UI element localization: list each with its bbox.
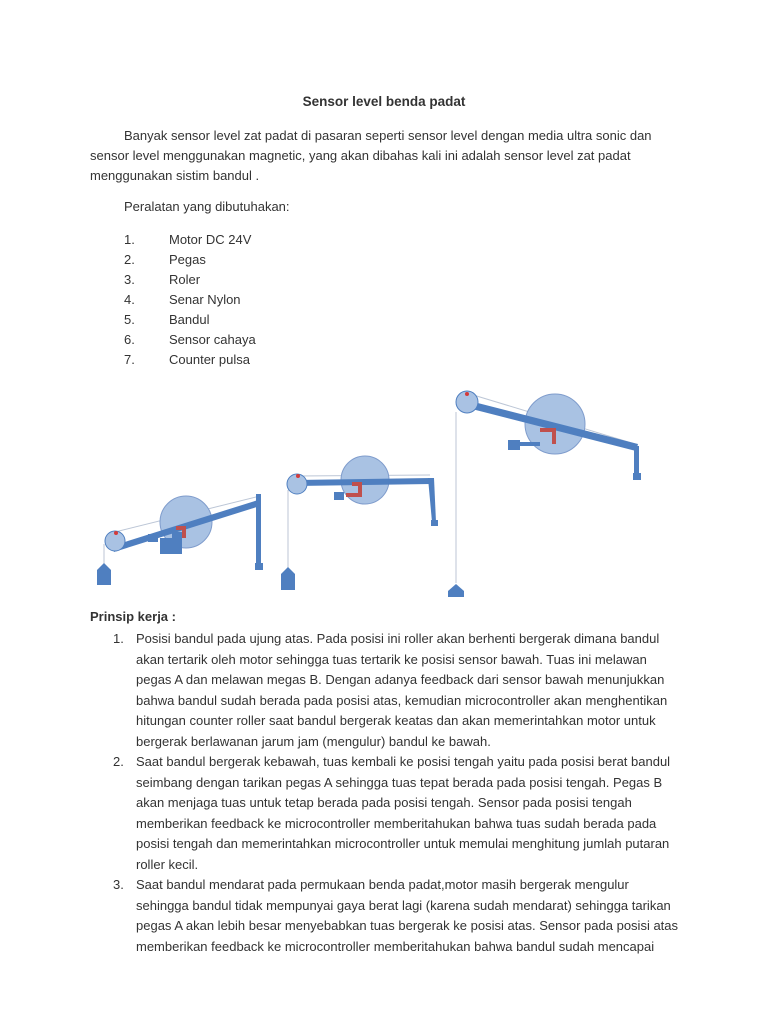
spring-post <box>256 494 261 564</box>
figure-state-top <box>97 494 263 585</box>
list-item: 6. Sensor cahaya <box>124 332 256 347</box>
figure-state-landed <box>448 391 641 597</box>
sensor-arm <box>518 442 540 446</box>
motor-block <box>160 538 182 554</box>
list-item: 3. Saat bandul mendarat pada permukaan benda padat,motor masih bergerak mengulur sehingga bandul tidak mempunyai gaya berat lagi (karena sudah mendarat) sehingga tarikan pegas A akan lebih besar menyebabkan tuas bergerak ke posisi atas. Sensor pada posisi atas memberikan feedback ke microcontroller memberitahukan bahwa bandul sudah mencapai <box>113 877 679 954</box>
steps-list <box>90 629 680 957</box>
lever-arm <box>296 478 431 486</box>
sensor-block <box>148 534 158 542</box>
sensor-dot <box>114 531 118 535</box>
list-item: 3. Roler <box>124 272 201 287</box>
spring-post <box>428 478 436 522</box>
tools-heading: Peralatan yang dibutuhakan: <box>124 199 290 214</box>
list-item: 2. Saat bandul bergerak kebawah, tuas kembali ke posisi tengah yaitu pada posisi berat bandul seimbang dengan tarikan pegas A sehingga tuas tepat berada pada posisi tengah. Pegas B akan menjaga tuas untuk tetap berada pada posisi tengah. Sensor pada posisi tengah memberikan feedback ke microcontroller memberitahukan bahwa tuas sudah berada pada posisi tengah dan memerintahkan microcontroller untuk memulai menghitung jumlah putaran roller kecil. <box>113 754 671 872</box>
spring-base <box>431 520 438 526</box>
mechanism-diagram <box>0 370 768 605</box>
page-title: Sensor level benda padat <box>302 94 466 109</box>
list-item: 5. Bandul <box>124 312 210 327</box>
tools-list <box>124 230 256 370</box>
spring-post <box>634 446 639 474</box>
list-item: 1. Posisi bandul pada ujung atas. Pada posisi ini roller akan berhenti bergerak dimana bandul akan tertarik oleh motor sehingga tuas tertarik ke posisi sensor bawah. Tuas ini melawan pegas A dan melawan megas B. Dengan adanya feedback dari sensor bawah menunjukkan bahwa bandul sudah berada pada posisi atas, kemudian microcontroller akan menghentikan hitungan counter roller saat bandul bergerak keatas dan akan memerintahkan motor untuk bergerak berlawanan jarum jam (mengulur) bandul ke bawah. <box>113 631 668 749</box>
list-item: 2. Pegas <box>124 252 206 267</box>
list-item: 7. Counter pulsa <box>124 352 250 367</box>
intro-paragraph <box>90 126 680 186</box>
prinsip-heading: Prinsip kerja : <box>90 609 176 624</box>
figure-state-middle <box>281 456 438 590</box>
intro-text: Banyak sensor level zat padat di pasaran seperti sensor level dengan media ultra sonic dan sensor level menggunakan magnetic, yang akan dibahas kali ini adalah sensor level zat padat menggunakan sistim bandul . <box>90 128 652 183</box>
pendulum-weight <box>281 567 295 590</box>
spring-base <box>255 563 263 570</box>
pendulum-weight <box>448 584 464 597</box>
sensor-dot <box>465 392 469 396</box>
list-item: 1. Motor DC 24V <box>124 232 252 247</box>
sensor-dot <box>296 474 300 478</box>
pendulum-weight <box>97 563 111 585</box>
sensor-block <box>334 492 344 500</box>
list-item: 4. Senar Nylon <box>124 292 241 307</box>
spring-base <box>633 473 641 480</box>
